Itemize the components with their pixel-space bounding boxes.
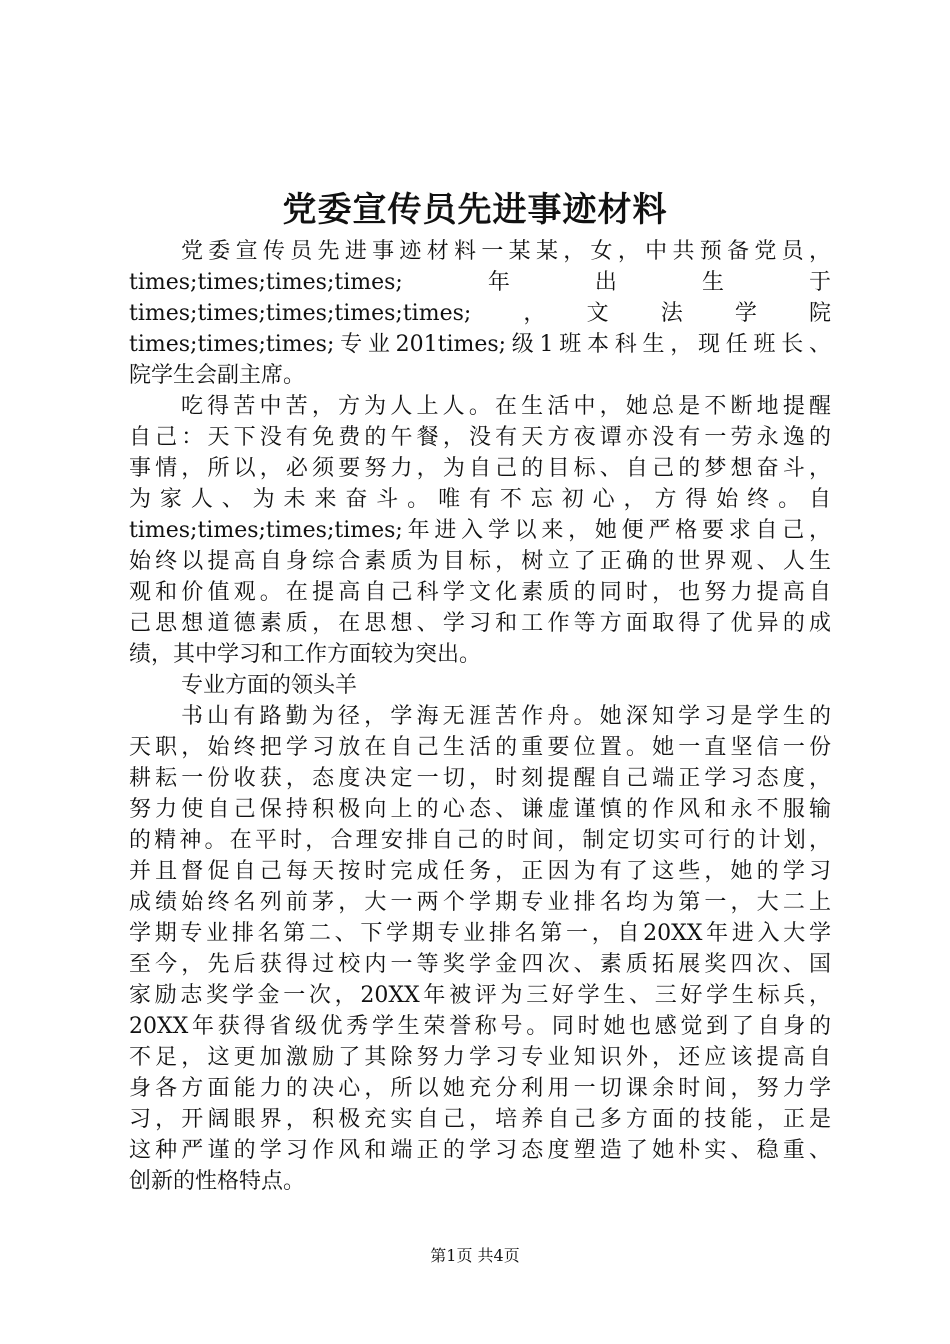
body-line: 努力使自己保持积极向上的心态、谦虚谨慎的作风和永不服输 [129,797,831,822]
body-line: 事情，所以，必须要努力，为自己的目标、自己的梦想奋斗， [129,456,831,481]
body-line: 学期专业排名第二、下学期专业排名第一，自20XX年进入大学 [129,921,831,946]
body-line: 至今，先后获得过校内一等奖学金四次、素质拓展奖四次、国 [129,952,831,977]
body-line: 为家人、为未来奋斗。唯有不忘初心，方得始终。自 [129,487,831,512]
body-line: 20XX年获得省级优秀学生荣誉称号。同时她也感觉到了自身的 [129,1014,831,1039]
body-line: 己思想道德素质，在思想、学习和工作等方面取得了优异的成 [129,611,831,636]
body-line: 观和价值观。在提高自己科学文化素质的同时，也努力提高自 [129,580,831,605]
body-line: 身各方面能力的决心，所以她充分利用一切课余时间，努力学 [129,1076,831,1101]
body-line: 自己：天下没有免费的午餐，没有天方夜谭亦没有一劳永逸的 [129,425,831,450]
body-line: 耕耘一份收获，态度决定一切，时刻提醒自己端正学习态度， [129,766,831,791]
body-line: 院学生会副主席。 [129,363,306,388]
body-line: times;times;times;times; 年 出 生 于 [129,270,831,295]
document-body [129,236,831,1197]
body-line: 专业方面的领头羊 [181,673,358,698]
body-line: 习，开阔眼界，积极充实自己，培养自己多方面的技能，正是 [129,1107,831,1132]
body-line: 不足，这更加激励了其除努力学习专业知识外，还应该提高自 [129,1045,831,1070]
body-line: 家励志奖学金一次，20XX年被评为三好学生、三好学生标兵， [129,983,831,1008]
body-line: 天职，始终把学习放在自己生活的重要位置。她一直坚信一份 [129,735,831,760]
body-line: times;times;times;专业201times;级1班本科生，现任班长、 [129,332,831,357]
body-line: 成绩始终名列前茅，大一两个学期专业排名均为第一，大二上 [129,890,831,915]
body-line: 的精神。在平时，合理安排自己的时间，制定切实可行的计划， [129,828,831,853]
body-line: 吃得苦中苦，方为人上人。在生活中，她总是不断地提醒 [181,394,831,419]
body-line: times;times;times;times;年进入学以来，她便严格要求自己， [129,518,831,543]
body-line: 并且督促自己每天按时完成任务，正因为有了这些，她的学习 [129,859,831,884]
body-line: times;times;times;times;times; ， 文 法 学 院 [129,301,831,326]
body-line: 始终以提高自身综合素质为目标，树立了正确的世界观、人生 [129,549,831,574]
body-line: 这种严谨的学习作风和端正的学习态度塑造了她朴实、稳重、 [129,1138,831,1163]
body-line: 书山有路勤为径，学海无涯苦作舟。她深知学习是学生的 [181,704,831,729]
page-footer: 第1页 共4页 [430,1246,520,1265]
body-line: 创新的性格特点。 [129,1169,306,1194]
body-line: 党委宣传员先进事迹材料一某某，女，中共预备党员， [181,239,831,264]
body-line: 绩，其中学习和工作方面较为突出。 [129,642,482,667]
document-title: 党委宣传员先进事迹材料 [282,190,668,230]
